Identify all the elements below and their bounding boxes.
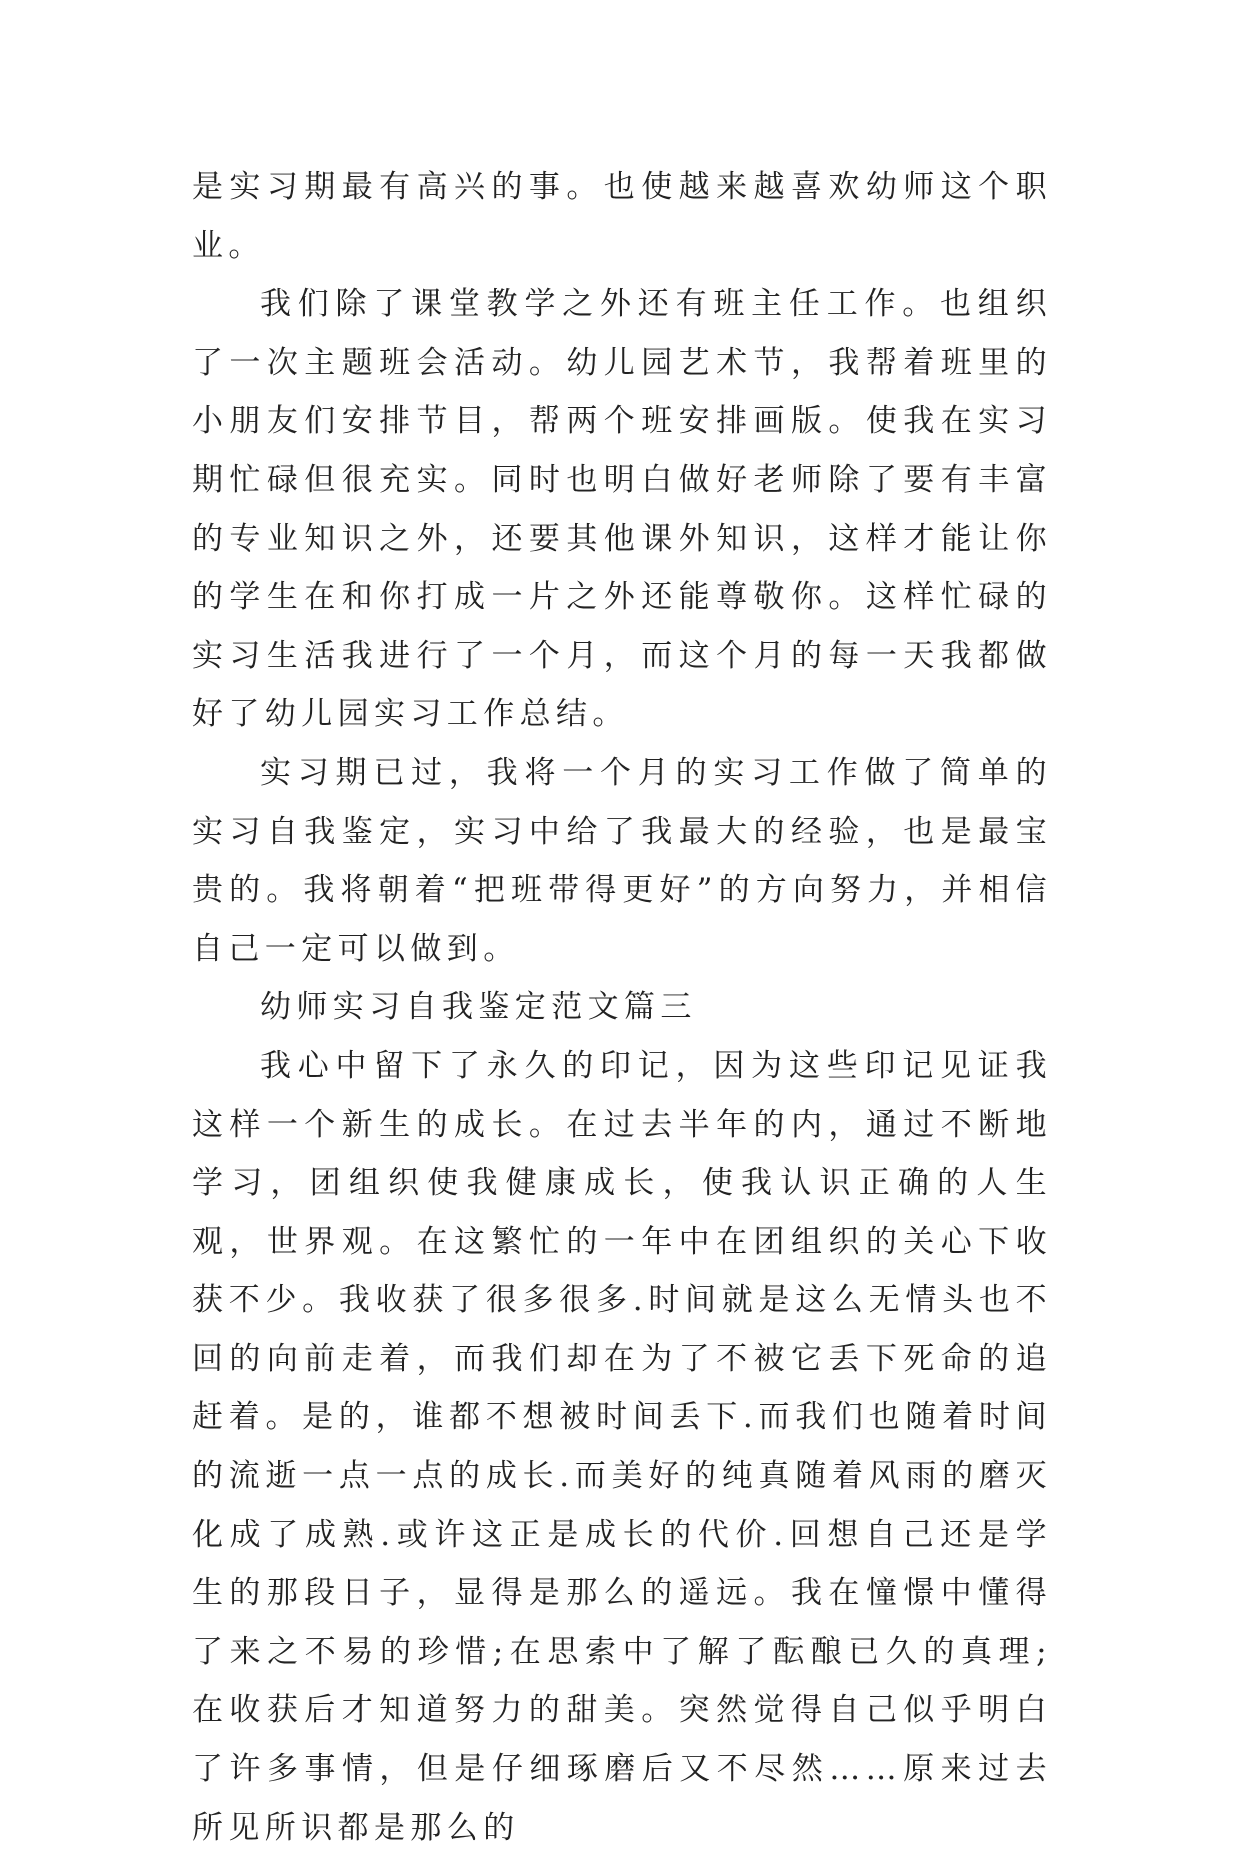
body-paragraph: 我们除了课堂教学之外还有班主任工作。也组织了一次主题班会活动。幼儿园艺术节，我帮着班里的小朋友们安排节目，帮两个班安排画版。使我在实习期忙碌但很充实。同时也明白做好老师除了要有丰富的专业知识之外，还要其他课外知识，这样才能让你的学生在和你打成一片之外还能尊敬你。这样忙碌的实习生活我进行了一个月，而这个月的每一天我都做好了幼儿园实习工作总结。 <box>192 286 1052 733</box>
section-heading: 幼师实习自我鉴定范文篇三 <box>260 989 697 1026</box>
body-paragraph: 实习期已过，我将一个月的实习工作做了简单的实习自我鉴定，实习中给了我最大的经验，也是最宝贵的。我将朝着“把班带得更好”的方向努力，并相信自己一定可以做到。 <box>192 754 1052 967</box>
body-paragraph: 我心中留下了永久的印记，因为这些印记见证我这样一个新生的成长。在过去半年的内，通过不断地学习，团组织使我健康成长，使我认识正确的人生观，世界观。在这繁忙的一年中在团组织的关心下收获不少。我收获了很多很多.时间就是这么无情头也不回的向前走着，而我们却在为了不被它丢下死命的追赶着。是的，谁都不想被时间丢下.而我们也随着时间的流逝一点一点的成长.而美好的纯真随着风雨的磨灭化成了成熟.或许这正是成长的代价.回想自己还是学生的那段日子，显得是那么的遥远。我在憧憬中懂得了来之不易的珍惜;在思索中了解了酝酿已久的真理;在收获后才知道努力的甜美。突然觉得自己似乎明白了许多事情，但是仔细琢磨后又不尽然……原来过去所见所识都是那么的 <box>192 1047 1052 1846</box>
document-body <box>192 158 1052 1857</box>
body-paragraph: 是实习期最有高兴的事。也使越来越喜欢幼师这个职业。 <box>192 169 1052 264</box>
